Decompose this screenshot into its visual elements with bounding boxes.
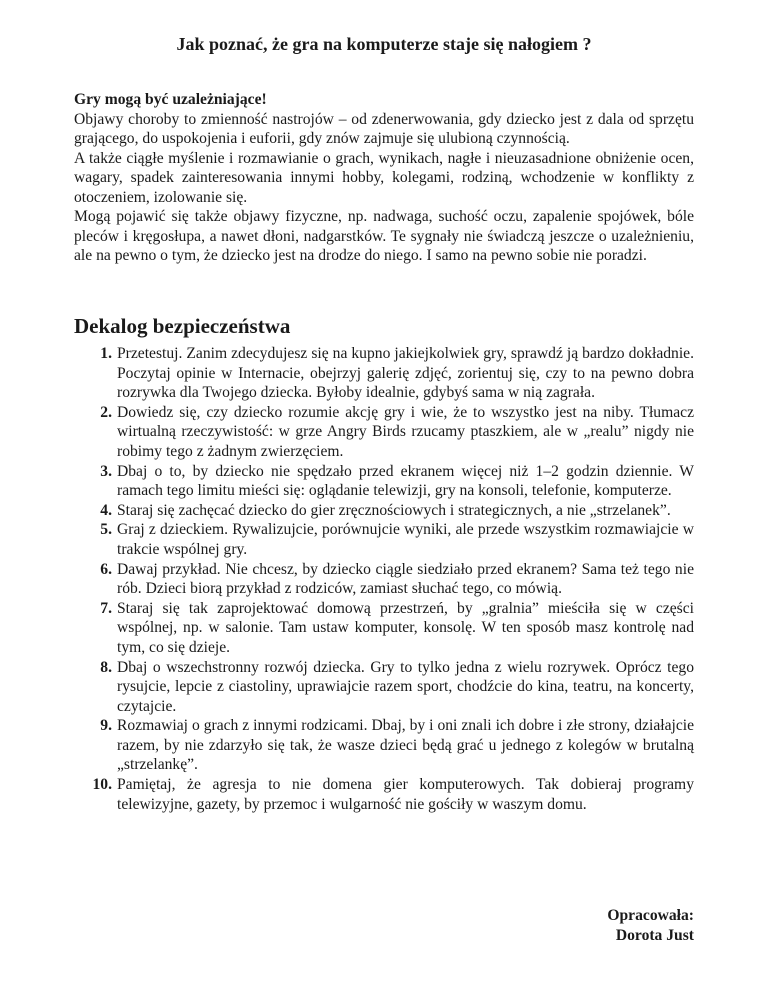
- list-item-number: 7.: [100, 599, 112, 617]
- list-item-text: Pamiętaj, że agresja to nie domena gier komputerowych. Tak dobieraj programy telewizyjne, gazety, by przemoc i wulgarność nie gościły w waszym domu.: [117, 776, 694, 813]
- list-item: [74, 560, 694, 599]
- intro-lead: Gry mogą być uzależniające!: [74, 91, 267, 108]
- list-item: [74, 520, 694, 559]
- intro-section: [74, 90, 694, 266]
- list-item-text: Graj z dzieckiem. Rywalizujcie, porównujcie wyniki, ale przede wszystkim rozmawiajcie w trakcie wspólnej gry.: [117, 521, 694, 558]
- list-item: [74, 775, 694, 814]
- section-title: Dekalog bezpieczeństwa: [74, 314, 291, 338]
- list-item-text: Dawaj przykład. Nie chcesz, by dziecko ciągle siedziało przed ekranem? Sama też tego nie rób. Dzieci biorą przykład z rodziców, zamiast słuchać tego, co mówią.: [117, 560, 694, 598]
- list-item: [74, 501, 694, 521]
- list-item: [74, 599, 694, 658]
- list-item-number: 4.: [100, 501, 112, 519]
- list-item: [74, 716, 694, 775]
- page-title: Jak poznać, że gra na komputerze staje się nałogiem ?: [176, 34, 592, 54]
- list-item-text: Staraj się tak zaprojektować domową przestrzeń, by „gralnia” mieściła się w części wspólnej, np. w salonie. Tam ustaw komputer, konsolę. W ten sposób masz kontrolę nad tym, co się dzieje.: [117, 599, 694, 656]
- signature-block: [607, 906, 694, 945]
- list-item-number: 3.: [100, 462, 112, 480]
- list-item-number: 10.: [92, 776, 112, 794]
- rules-list: [74, 344, 694, 814]
- intro-paragraph: A także ciągłe myślenie i rozmawianie o grach, wynikach, nagłe i nieuzasadnione obniżenie ocen, wagary, spadek zainteresowania innymi hobby, kolegami, rodziną, wchodzenie w konflikty z otoczeniem, izolowanie się.: [74, 149, 694, 206]
- list-item-text: Dowiedz się, czy dziecko rozumie akcję gry i wie, że to wszystko jest na niby. Tłumacz wirtualną rzeczywistość: w grze Angry Birds rzucamy ptaszkiem, ale w „realu” nigdy nie robimy tego z żadnym zwierzęciem.: [117, 403, 694, 460]
- signature-label: Opracowała:: [607, 907, 694, 924]
- list-item-number: 5.: [100, 521, 112, 539]
- list-item: [74, 462, 694, 501]
- list-item-number: 6.: [100, 560, 112, 578]
- list-item-number: 2.: [100, 403, 112, 421]
- list-item-number: 1.: [100, 345, 112, 362]
- list-item-text: Rozmawiaj o grach z innymi rodzicami. Dbaj, by i oni znali ich dobre i złe strony, działajcie razem, by nie zdarzyło się tak, że wasze dzieci będą grać u jednego z kolegów w brutalną „strzelankę”.: [117, 717, 694, 774]
- list-item-text: Dbaj o wszechstronny rozwój dziecka. Gry to tylko jedna z wielu rozrywek. Oprócz tego rysujcie, lepcie z ciastoliny, uprawiajcie razem sport, chodźcie do kina, teatru, na koncerty, czytajcie.: [117, 658, 694, 715]
- list-item: [74, 403, 694, 462]
- list-item: [74, 344, 694, 403]
- list-item-text: Dbaj o to, by dziecko nie spędzało przed ekranem więcej niż 1–2 godzin dziennie. W ramach tego limitu mieści się: oglądanie telewizji, gry na konsoli, telefonie, komputerze.: [117, 462, 694, 500]
- intro-paragraph: Objawy choroby to zmienność nastrojów – od zdenerwowania, gdy dziecko jest z dala od sprzętu grającego, do uspokojenia i euforii, gdy znów zajmuje się ulubioną czynnością.: [74, 110, 694, 147]
- list-item-number: 9.: [100, 717, 112, 735]
- intro-paragraph: Mogą pojawić się także objawy fizyczne, np. nadwaga, suchość oczu, zapalenie spojówek, bóle pleców i kręgosłupa, a nawet dłoni, nadgarstków. Te sygnały nie świadczą jeszcze o uzależnieniu, ale na pewno o tym, że dziecko jest na drodze do niego. I samo na pewno sobie nie poradzi.: [74, 208, 694, 264]
- list-item: [74, 658, 694, 717]
- signature-author: Dorota Just: [615, 926, 694, 944]
- list-item-number: 8.: [100, 658, 112, 676]
- list-item-text: Staraj się zachęcać dziecko do gier zręcznościowych i strategicznych, a nie „strzelanek”.: [117, 501, 671, 519]
- list-item-text: Przetestuj. Zanim zdecydujesz się na kupno jakiejkolwiek gry, sprawdź ją bardzo dokładnie. Poczytaj opinie w Internacie, obejrzyj galerię zdjęć, zorientuj się, czy to na pewno dobra rozrywka dla Twojego dziecka. Byłoby idealnie, gdybyś sama w nią zagrała.: [117, 345, 694, 402]
